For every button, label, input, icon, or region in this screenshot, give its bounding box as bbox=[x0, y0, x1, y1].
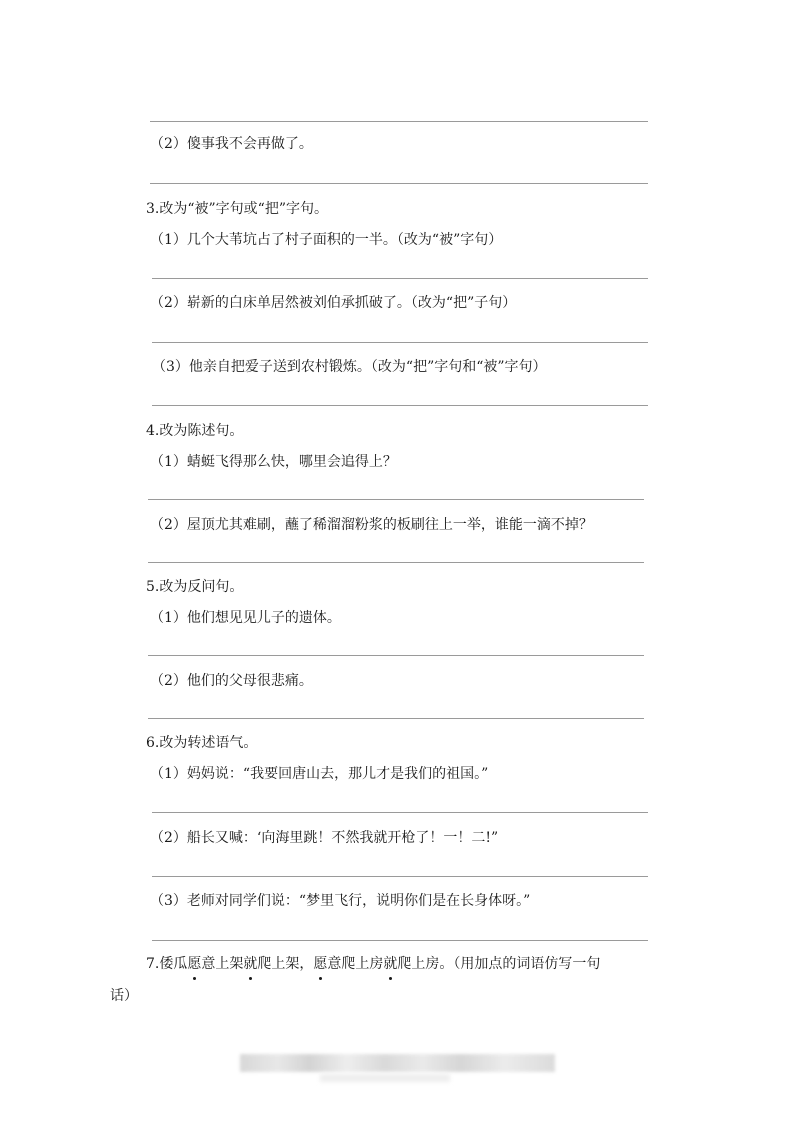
q7-text: 意上架 bbox=[201, 956, 244, 972]
q7-text: 爬上房。（用加点的词语仿写一句 bbox=[397, 956, 601, 972]
q7-text: 爬上架， bbox=[257, 956, 314, 972]
answer-line bbox=[152, 405, 648, 406]
answer-line bbox=[152, 940, 648, 941]
blurred-footer-watermark bbox=[320, 1074, 450, 1082]
emphasis-dot-char: 就 bbox=[383, 956, 398, 972]
question-5-item-1: （1）他们想见见儿子的遗体。 bbox=[150, 610, 341, 626]
question-3-item-1: （1）几个大苇坑占了村子面积的一半。（改为“被”字句） bbox=[150, 232, 503, 248]
question-6-item-1: （1）妈妈说：“我要回唐山去，那儿才是我们的祖国。” bbox=[150, 766, 489, 782]
question-5-title: 5.改为反问句。 bbox=[146, 579, 244, 595]
question-3-title: 3.改为“被”字句或“把”字句。 bbox=[146, 201, 328, 217]
answer-line bbox=[148, 499, 644, 500]
question-6-item-2: （2）船长又喊：‘向海里跳！不然我就开枪了！一！二!” bbox=[150, 830, 499, 846]
q7-text: 7.倭瓜 bbox=[146, 956, 188, 972]
question-7-line-2: 话） bbox=[110, 988, 138, 1004]
question-5-item-2: （2）他们的父母很悲痛。 bbox=[150, 673, 313, 689]
answer-line bbox=[152, 342, 648, 343]
answer-line bbox=[152, 876, 648, 877]
emphasis-dot-char: 愿 bbox=[313, 956, 328, 972]
answer-line bbox=[152, 812, 648, 813]
emphasis-dot-char: 就 bbox=[243, 956, 258, 972]
question-4-item-2: （2）屋顶尤其难刷，蘸了稀溜溜粉浆的板刷往上一举，谁能一滴不掉？ bbox=[150, 517, 593, 533]
question-6-title: 6.改为转述语气。 bbox=[146, 735, 258, 751]
question-3-item-2: （2）崭新的白床单居然被刘伯承抓破了。（改为“把”子句） bbox=[150, 295, 517, 311]
question-4-title: 4.改为陈述句。 bbox=[146, 423, 244, 439]
question-3-item-3: （3）他亲自把爱子送到农村锻炼。（改为“把”字句和“被”字句） bbox=[152, 359, 547, 375]
answer-line bbox=[150, 183, 648, 184]
question-4-item-1: （1）蜻蜓飞得那么快，哪里会追得上？ bbox=[150, 454, 397, 470]
blurred-footer-watermark bbox=[240, 1054, 555, 1072]
emphasis-dot-char: 愿 bbox=[187, 956, 202, 972]
question-7-line-1 bbox=[146, 954, 600, 974]
answer-line bbox=[148, 718, 644, 719]
answer-line bbox=[152, 278, 648, 279]
answer-line bbox=[148, 562, 644, 563]
answer-line bbox=[148, 655, 644, 656]
question-6-item-3: （3）老师对同学们说：“梦里飞行，说明你们是在长身体呀。” bbox=[150, 893, 531, 909]
answer-line bbox=[150, 121, 648, 122]
q2-item-2: （2）傻事我不会再做了。 bbox=[150, 136, 313, 152]
q7-text: 意爬上房 bbox=[327, 956, 384, 972]
